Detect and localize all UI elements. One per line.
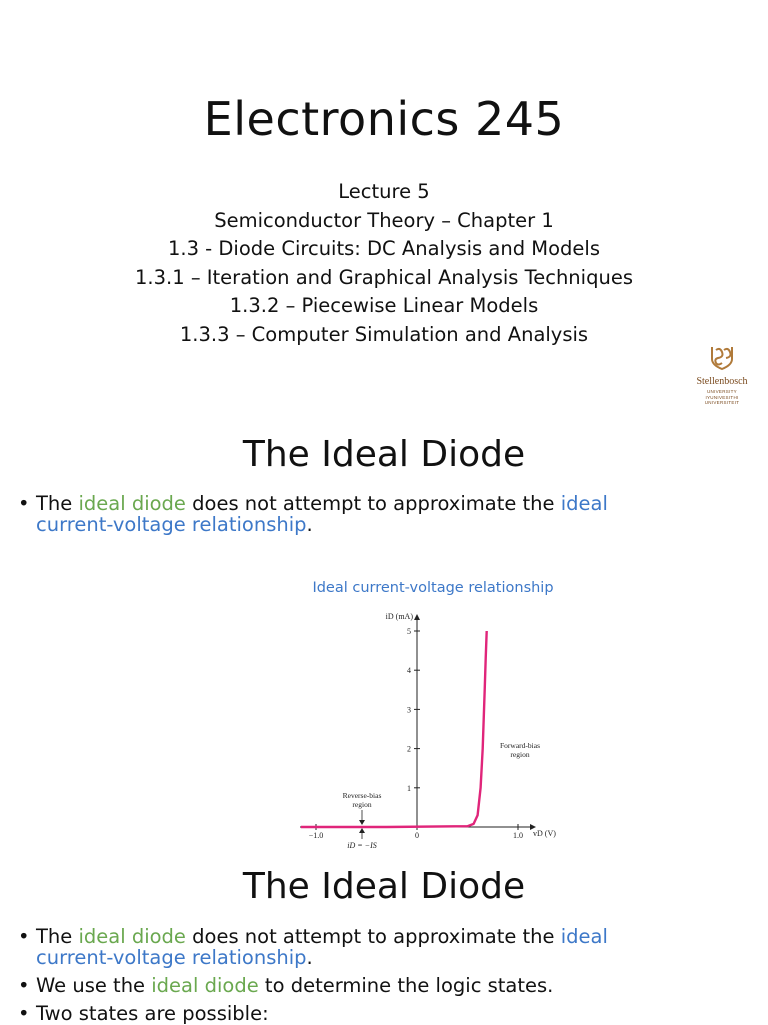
is-label: iD = −IS (347, 841, 377, 850)
topic-line: Semiconductor Theory – Chapter 1 (214, 208, 554, 232)
university-logo (690, 344, 754, 408)
y-axis-label: iD (mA) (385, 612, 413, 621)
x-tick-label: −1.0 (308, 831, 324, 840)
chart-annotations (343, 741, 540, 850)
reverse-bias-label: region (352, 800, 372, 809)
reverse-bias-arrowhead (359, 820, 365, 825)
forward-bias-label: Forward-bias (500, 741, 540, 750)
logo-subtext: UNIVERSITY IYUNIVESITHI UNIVERSITEIT (704, 389, 740, 405)
lecture-number: Lecture 5 (338, 180, 430, 203)
topic-line: 1.3 - Diode Circuits: DC Analysis and Models (167, 237, 601, 261)
slide-heading: The Ideal Diode (242, 866, 526, 907)
logo-crest-icon (690, 344, 754, 376)
highlight-term: ideal diode (151, 974, 259, 997)
topic-line: 1.3.3 – Computer Simulation and Analysis (179, 322, 589, 346)
x-tick-label: 1.0 (513, 831, 523, 840)
y-tick-label: 5 (407, 627, 411, 636)
highlight-term: current-voltage relationship (36, 946, 307, 969)
title-slide (0, 0, 768, 420)
chart-ticks (309, 627, 523, 840)
is-arrowhead (359, 828, 365, 833)
bullet-list (18, 493, 718, 535)
x-axis-label: vD (V) (533, 829, 556, 838)
logo-wordmark: Stellenbosch (696, 376, 748, 387)
bullet-item: • The ideal diode does not attempt to approximate the ideal current-voltage relationship. (18, 492, 608, 536)
highlight-term: ideal (560, 925, 608, 948)
chart-axes (300, 612, 556, 838)
y-tick-label: 1 (407, 783, 411, 793)
iv-curve-chart (286, 606, 564, 854)
y-tick-label: 4 (407, 666, 411, 676)
bullet-item: • We use the ideal diode to determine the logic states. (18, 974, 554, 997)
lecture-topics (0, 178, 768, 350)
topic-line: 1.3.2 – Piecewise Linear Models (229, 294, 539, 318)
bullet-list (18, 926, 718, 1024)
reverse-bias-label: Reverse-bias (342, 791, 382, 800)
y-axis-arrow (414, 614, 420, 620)
bullet-item: • Two states are possible: (18, 1002, 269, 1025)
y-tick-label: 3 (407, 705, 411, 715)
chart-caption: Ideal current-voltage relationship (312, 580, 554, 596)
chart-series (301, 631, 487, 827)
topic-line: 1.3.1 – Iteration and Graphical Analysis Techniques (135, 265, 633, 289)
forward-bias-label: region (510, 750, 530, 759)
bullet-item: • The ideal diode does not attempt to approximate the ideal current-voltage relationship. (18, 925, 608, 969)
highlight-term: ideal diode (78, 492, 186, 515)
slide-title: Electronics 245 (203, 92, 565, 146)
diode-iv-curve (301, 631, 487, 827)
highlight-term: ideal diode (78, 925, 186, 948)
y-tick-label: 2 (407, 744, 411, 754)
highlight-term: current-voltage relationship (36, 513, 307, 536)
slide-heading: The Ideal Diode (242, 434, 526, 475)
highlight-term: ideal (560, 492, 608, 515)
x-tick-label: 0 (415, 831, 419, 840)
